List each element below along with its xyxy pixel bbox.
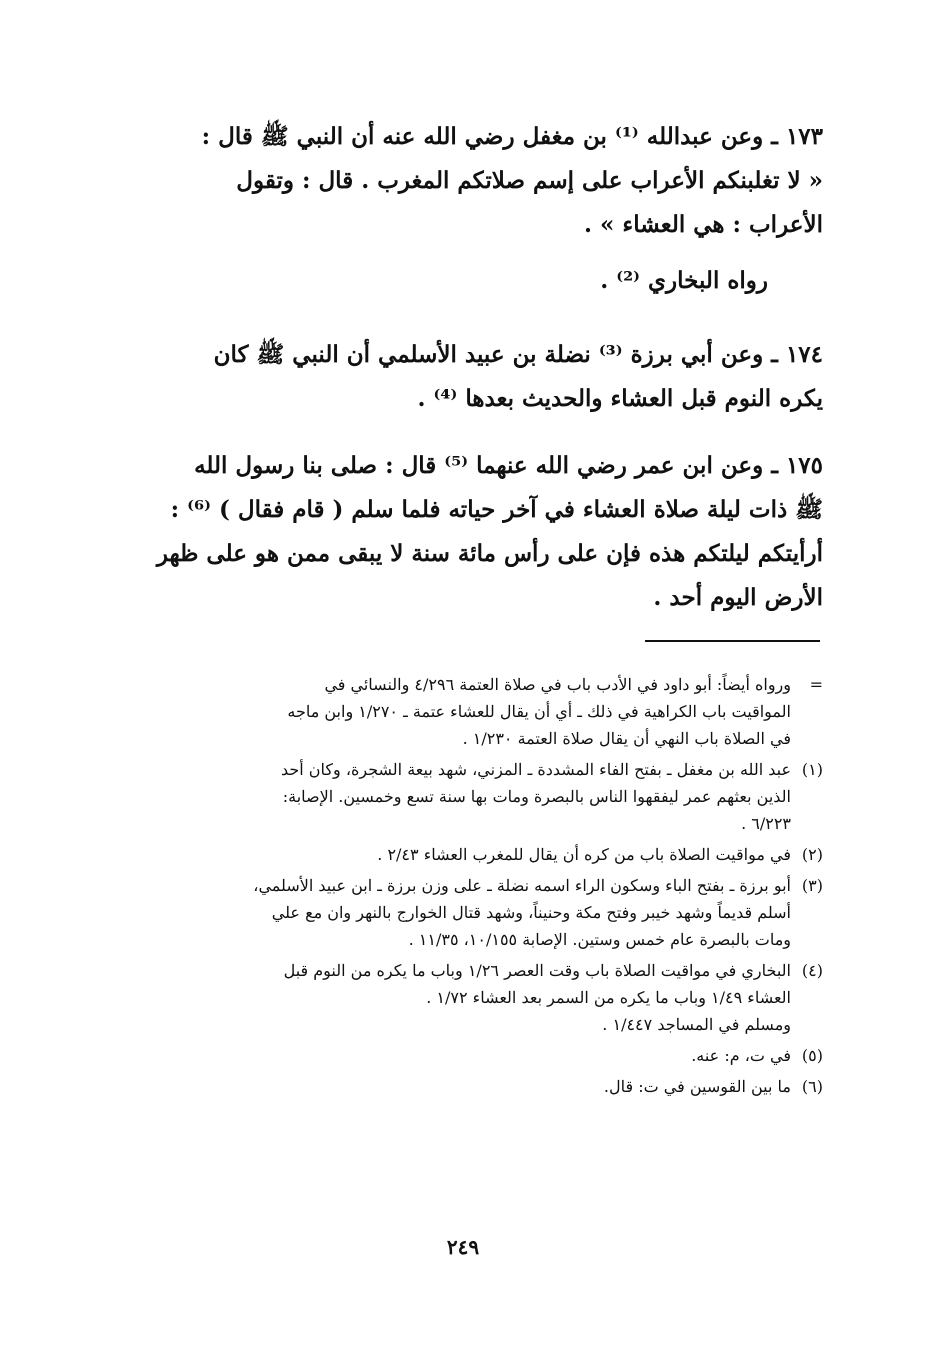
footnote-2	[118, 841, 823, 868]
footnote-mark: (٥)	[801, 1046, 823, 1065]
footnote-text	[118, 1042, 791, 1069]
footnote-line: ما بين القوسين في ت: قال.	[603, 1077, 791, 1096]
footnote-mark: (٤)	[801, 961, 823, 980]
footnote-text	[118, 756, 791, 837]
footnote-line: الذين بعثهم عمر ليفقهوا الناس بالبصرة ومات بها سنة تسع وخمسين. الإصابة:	[282, 787, 791, 806]
footnote-mark: (٢)	[801, 845, 823, 864]
footnote-line: العشاء ١/٤٩ وباب ما يكره من السمر بعد العشاء ١/٧٢ .	[426, 988, 791, 1007]
hadith-175-line: ﷺ ذات ليلة صلاة العشاء في آخر حياته فلما سلم ( قام فقال ) ⁽⁶⁾ :	[170, 496, 823, 523]
footnote-1	[118, 756, 823, 837]
page-number: ٢٤٩	[446, 1235, 480, 1259]
footnote-line: أبو برزة ـ بفتح الباء وسكون الراء اسمه نضلة ـ على وزن برزة ـ ابن عبيد الأسلمي،	[253, 876, 791, 895]
hadith-173	[118, 115, 823, 303]
footnotes	[118, 671, 823, 1100]
footnote-mark: (١)	[801, 760, 823, 779]
hadith-173-line: « لا تغلبنكم الأعراب على إسم صلاتكم المغرب . قال : وتقول	[236, 167, 823, 194]
hadith-173-line: الأعراب : هي العشاء » .	[583, 211, 823, 238]
hadith-173-line: ١٧٣ ـ وعن عبدالله ⁽¹⁾ بن مغفل رضي الله عنه أن النبي ﷺ قال :	[201, 123, 823, 150]
footnote-4	[118, 957, 823, 1011]
hadith-174	[118, 333, 823, 421]
footnote-text	[118, 841, 791, 868]
footnote-4-continuation: ومسلم في المساجد ١/٤٤٧ .	[602, 1015, 791, 1034]
footnote-continued	[118, 671, 823, 752]
footnote-line: في ت، م: عنه.	[691, 1046, 791, 1065]
hadith-175-line: أرأيتكم ليلتكم هذه فإن على رأس مائة سنة لا يبقى ممن هو على ظهر	[156, 540, 823, 567]
hadith-174-line: ١٧٤ ـ وعن أبي برزة ⁽³⁾ نضلة بن عبيد الأسلمي أن النبي ﷺ كان	[213, 341, 823, 368]
footnote-line: أسلم قديماً وشهد خيبر وفتح مكة وحنيناً، وشهد قتال الخوارج بالنهر وان مع علي	[271, 903, 791, 922]
footnote-5	[118, 1042, 823, 1069]
footnote-text	[118, 671, 791, 752]
footnote-mark: (٣)	[801, 876, 823, 895]
footnote-mark: =	[809, 675, 823, 694]
footnote-text	[118, 872, 791, 953]
hadith-175-line: الأرض اليوم أحد .	[653, 584, 823, 611]
footnote-mark: (٦)	[801, 1077, 823, 1096]
footnote-line: ومات بالبصرة عام خمس وستين. الإصابة ١٠/١٥٥، ١١/٣٥ .	[408, 930, 791, 949]
footnote-3	[118, 872, 823, 953]
hadith-173-citation: رواه البخاري ⁽²⁾ .	[600, 267, 768, 294]
footnote-line: البخاري في مواقيت الصلاة باب وقت العصر ١/٢٦ وباب ما يكره من النوم قبل	[283, 961, 791, 980]
hadith-174-line: يكره النوم قبل العشاء والحديث بعدها ⁽⁴⁾ .	[417, 385, 823, 412]
footnote-line: ٦/٢٢٣ .	[741, 814, 791, 833]
footnote-line: المواقيت باب الكراهية في ذلك ـ أي أن يقال للعشاء عتمة ـ ١/٢٧٠ وابن ماجه	[287, 702, 791, 721]
footnote-line: ورواه أيضاً: أبو داود في الأدب باب في صلاة العتمة ٤/٢٩٦ والنسائي في	[324, 675, 791, 694]
footnote-line: في مواقيت الصلاة باب من كره أن يقال للمغرب العشاء ٢/٤٣ .	[377, 845, 791, 864]
footnote-6	[118, 1073, 823, 1100]
hadith-175-line: ١٧٥ ـ وعن ابن عمر رضي الله عنهما ⁽⁵⁾ قال : صلى بنا رسول الله	[194, 452, 823, 479]
footnote-separator	[645, 640, 820, 642]
footnote-line: عبد الله بن مغفل ـ بفتح الفاء المشددة ـ المزني، شهد بيعة الشجرة، وكان أحد	[280, 760, 791, 779]
footnote-text	[118, 1073, 791, 1100]
hadith-175	[118, 444, 823, 620]
footnote-line: في الصلاة باب النهي أن يقال صلاة العتمة ١/٢٣٠ .	[462, 729, 791, 748]
footnote-text	[118, 957, 791, 1011]
